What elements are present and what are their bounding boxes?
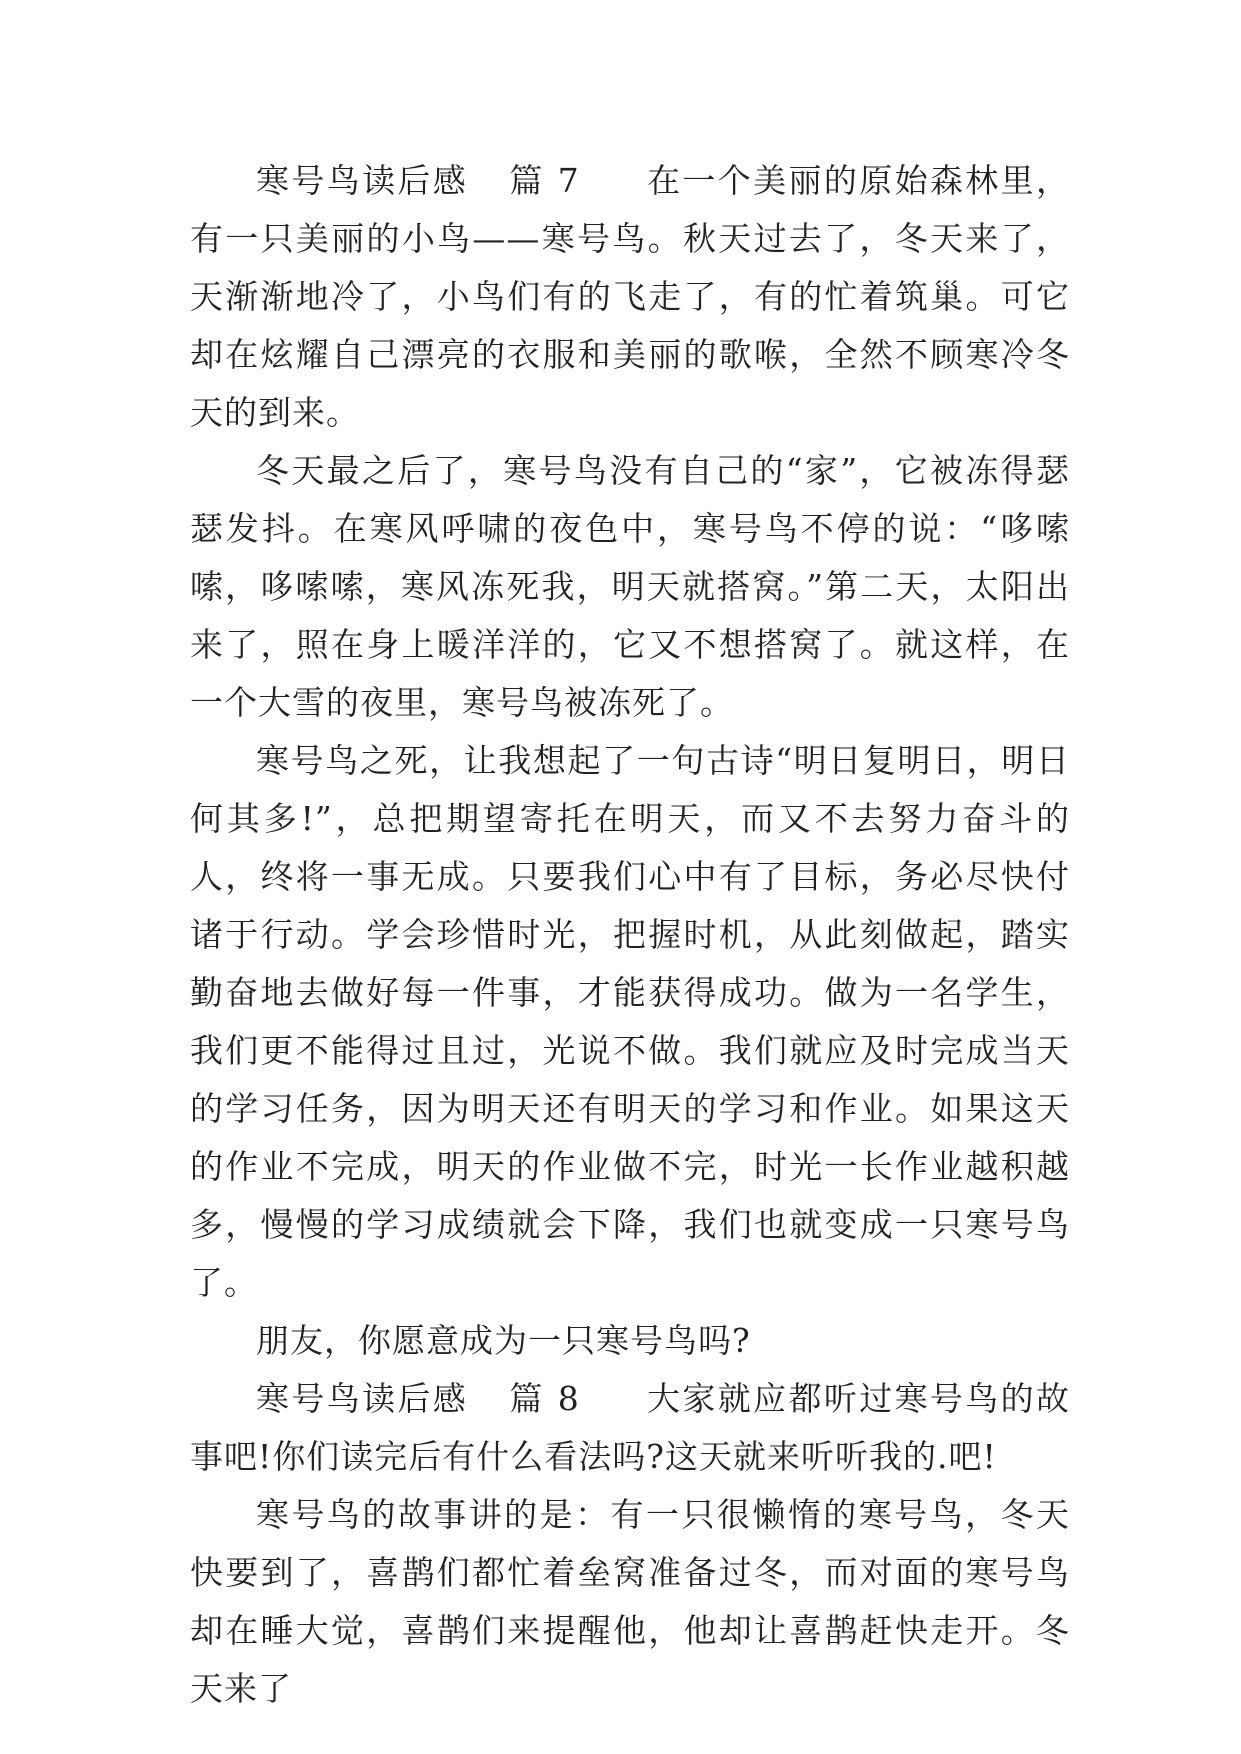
section-8-intro-paragraph xyxy=(190,1370,1070,1486)
section-7-intro-paragraph xyxy=(190,152,1070,442)
section-number: 篇 8 xyxy=(508,1379,580,1418)
paragraph: 寒号鸟的故事讲的是：有一只很懒惰的寒号鸟，冬天快要到了，喜鹊们都忙着垒窝准备过冬，而对面的寒号鸟却在睡大觉，喜鹊们来提醒他，他却让喜鹊赶快走开。冬天来了 xyxy=(190,1495,1070,1708)
paragraph: 朋友，你愿意成为一只寒号鸟吗? xyxy=(256,1321,751,1360)
paragraph-text: 在一个美丽的原始森林里，有一只美丽的小鸟——寒号鸟。秋天过去了，冬天来了，天渐渐地冷了，小鸟们有的飞走了，有的忙着筑巢。可它却在炫耀自己漂亮的衣服和美丽的歌喉，全然不顾寒冷冬天的到来。 xyxy=(190,161,1071,432)
document-page xyxy=(190,152,1070,1718)
paragraph: 寒号鸟之死，让我想起了一句古诗“明日复明日，明日何其多!”，总把期望寄托在明天，而又不去努力奋斗的人，终将一事无成。只要我们心中有了目标，务必尽快付诸于行动。学会珍惜时光，把握时机，从此刻做起，踏实勤奋地去做好每一件事，才能获得成功。做为一名学生，我们更不能得过且过，光说不做。我们就应及时完成当天的学习任务，因为明天还有明天的学习和作业。如果这天的作业不完成，明天的作业做不完，时光一长作业越积越多，慢慢的学习成绩就会下降，我们也就变成一只寒号鸟了。 xyxy=(190,741,1070,1302)
paragraph: 冬天最之后了，寒号鸟没有自己的“家”，它被冻得瑟瑟发抖。在寒风呼啸的夜色中，寒号鸟不停的说：“哆嗦嗦，哆嗦嗦，寒风冻死我，明天就搭窝。”第二天，太阳出来了，照在身上暖洋洋的，它又不想搭窝了。就这样，在一个大雪的夜里，寒号鸟被冻死了。 xyxy=(190,451,1070,722)
paragraph-text: 大家就应都听过寒号鸟的故事吧!你们读完后有什么看法吗?这天就来听听我的.吧! xyxy=(190,1379,1071,1476)
section-heading: 寒号鸟读后感 xyxy=(256,1379,469,1418)
section-number: 篇 7 xyxy=(508,161,580,200)
section-heading: 寒号鸟读后感 xyxy=(256,161,469,200)
